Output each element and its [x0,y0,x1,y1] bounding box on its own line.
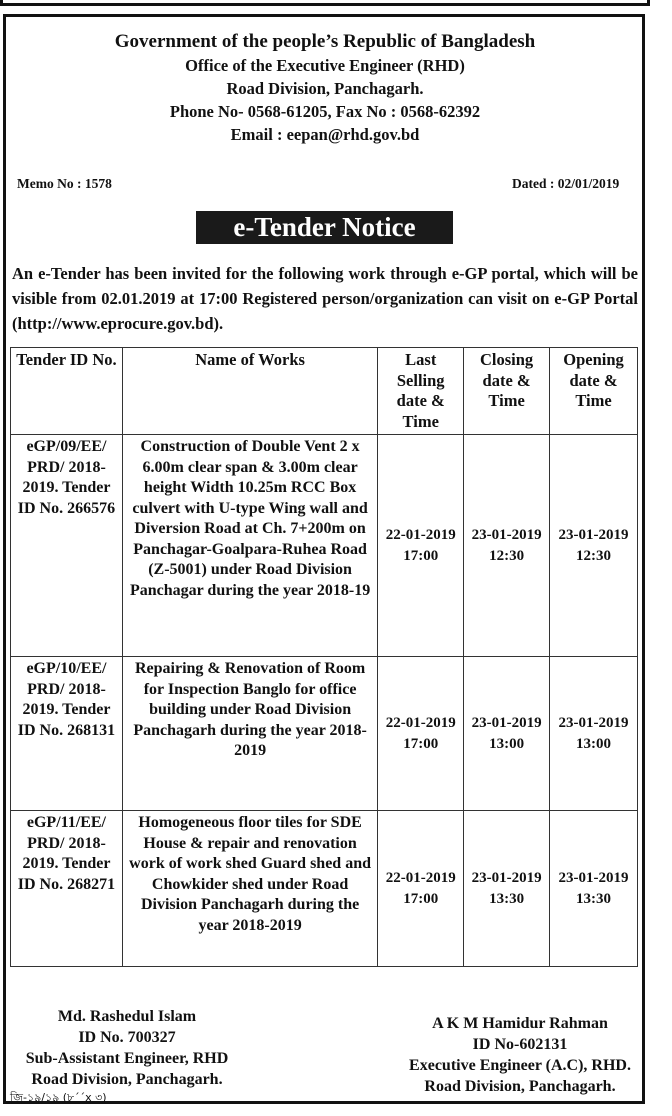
signature-right [384,1013,656,1097]
opening-cell [550,435,638,657]
col-tender-id: Tender ID No. [11,348,123,435]
last-selling-cell [378,811,464,967]
last-selling-time: 17:00 [403,547,439,564]
last-selling-time: 17:00 [403,890,439,907]
signature-left [12,1006,242,1090]
last-selling-cell [378,657,464,811]
header-office: Office of the Executive Engineer (RHD) [185,56,465,75]
work-name: Homogeneous floor tiles for SDE House & repair and renovation work of work shed Guard shed and Chowkider shed under Road Division Panchagarh during the year 2018-2019 [122,811,377,967]
closing-cell [464,435,550,657]
notice-header [0,30,650,146]
tender-id: eGP/10/EE/ PRD/ 2018-2019. Tender ID No. 268131 [11,657,123,811]
header-division: Road Division, Panchagarh. [226,79,424,98]
signatory-designation: Sub-Assistant Engineer, RHD [25,1050,229,1067]
opening-date: 23-01-2019 [558,870,629,886]
closing-date: 23-01-2019 [471,870,542,886]
closing-time: 13:30 [489,890,525,907]
closing-cell [464,657,550,811]
notice-title: e-Tender Notice [196,211,453,244]
closing-date: 23-01-2019 [471,715,542,731]
last-selling-date: 22-01-2019 [385,715,456,731]
closing-date: 23-01-2019 [471,527,542,543]
print-reference: জি-১৯/১৯ (৮´´x ৩) [10,1091,107,1104]
closing-time: 13:00 [489,735,525,752]
header-phone: Phone No- 0568-61205, Fax No : 0568-62392 [169,102,481,121]
opening-date: 23-01-2019 [558,527,629,543]
col-opening: Opening date & Time [550,348,638,435]
tender-id: eGP/09/EE/ PRD/ 2018-2019. Tender ID No. 266576 [11,435,123,657]
table-row [11,811,638,967]
dated: Dated : 02/01/2019 [512,176,620,191]
signatory-id: ID No. 700327 [78,1029,176,1046]
opening-time: 13:00 [576,735,612,752]
opening-cell [550,811,638,967]
last-selling-cell [378,435,464,657]
signatory-designation: Executive Engineer (A.C), RHD. [409,1057,631,1074]
closing-time: 12:30 [489,547,525,564]
table-row [11,435,638,657]
intro-paragraph: An e-Tender has been invited for the following work through e-GP portal, which will be visible from 02.01.2019 at 17:00 Registered person/organization can visit on e-GP Portal (http://www.eprocure.gov.bd). [12,264,638,333]
tender-table [10,347,638,967]
last-selling-date: 22-01-2019 [385,527,456,543]
signatory-office: Road Division, Panchagarh. [424,1078,616,1095]
opening-time: 12:30 [576,547,612,564]
tender-id: eGP/11/EE/ PRD/ 2018-2019. Tender ID No. 268271 [11,811,123,967]
last-selling-time: 17:00 [403,735,439,752]
table-header-row [11,348,638,435]
signatory-id: ID No-602131 [472,1036,568,1053]
col-closing: Closing date & Time [464,348,550,435]
signatory-name: Md. Rashedul Islam [57,1008,197,1025]
last-selling-date: 22-01-2019 [385,870,456,886]
opening-date: 23-01-2019 [558,715,629,731]
header-email: Email : eepan@rhd.gov.bd [230,125,420,144]
table-row [11,657,638,811]
opening-cell [550,657,638,811]
header-government: Government of the people’s Republic of Bangladesh [114,31,536,52]
signatory-office: Road Division, Panchagarh. [31,1071,223,1088]
col-name-of-works: Name of Works [122,348,377,435]
work-name: Construction of Double Vent 2 x 6.00m clear span & 3.00m clear height Width 10.25m RCC Box culvert with U-type Wing wall and Diversion Road at Ch. 7+200m on Panchagar-Goalpara-Ruhea Road (Z-5001) under Road Division Panchagar during the year 2018-19 [122,435,377,657]
closing-cell [464,811,550,967]
signatory-name: A K M Hamidur Rahman [432,1015,608,1032]
opening-time: 13:30 [576,890,612,907]
top-border [0,0,650,6]
work-name: Repairing & Renovation of Room for Inspection Banglo for office building under Road Division Panchagarh during the year 2018-2019 [122,657,377,811]
col-last-selling: Last Selling date & Time [378,348,464,435]
memo-number: Memo No : 1578 [17,176,112,191]
